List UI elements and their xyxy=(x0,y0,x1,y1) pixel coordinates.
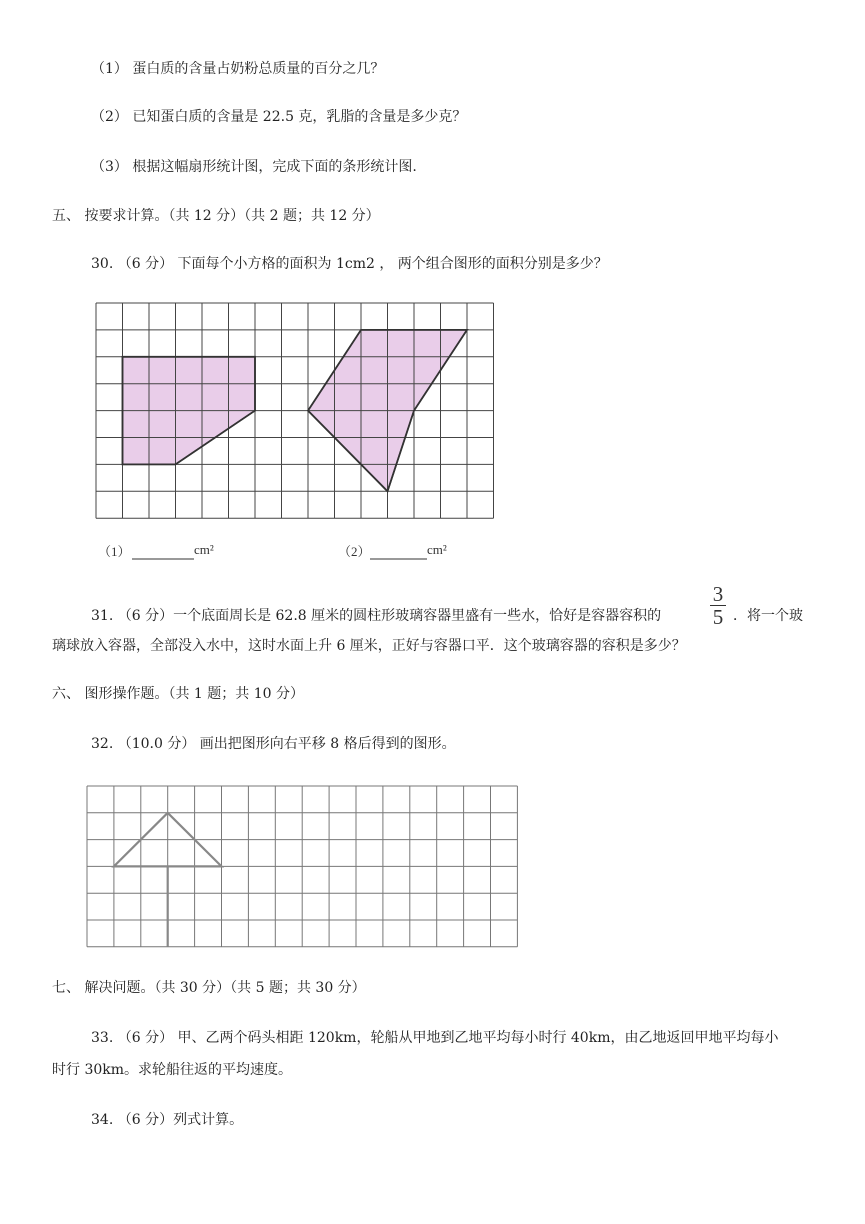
q31-line2: 璃球放入容器，全部没入水中，这时水面上升 6 厘米，正好与容器口平．这个玻璃容器的容积是多少？ xyxy=(52,638,686,654)
q30-unit2: cm² xyxy=(427,542,447,557)
section6-title: 六、 图形操作题。（共 1 题；共 10 分） xyxy=(52,686,304,702)
q30-unit1: cm² xyxy=(194,542,214,557)
q30-text: 30. （6 分） 下面每个小方格的面积为 1cm2 ， 两个组合图形的面积分别是多少？ xyxy=(91,256,608,272)
q30-blank1-label: （1） xyxy=(98,544,131,559)
q31-frac-denominator: 5 xyxy=(712,605,724,629)
q31-line1-a: 31. （6 分）一个底面周长是 62.8 厘米的圆柱形玻璃容器里盛有一些水，恰好是容器容积的 xyxy=(91,608,662,624)
q33-line1: 33. （6 分） 甲、乙两个码头相距 120km，轮船从甲地到乙地平均每小时行 40km，由乙地返回甲地平均每小 xyxy=(91,1030,779,1046)
q30-blank2-label: （2） xyxy=(338,544,371,559)
section5-title: 五、 按要求计算。（共 12 分）（共 2 题；共 12 分） xyxy=(52,208,380,224)
q29-sub2: （2） 已知蛋白质的含量是 22.5 克，乳脂的含量是多少克？ xyxy=(91,109,467,125)
q32-text: 32. （10.0 分） 画出把图形向右平移 8 格后得到的图形。 xyxy=(91,736,456,752)
q29-sub3: （3） 根据这幅扇形统计图，完成下面的条形统计图. xyxy=(91,159,417,175)
q33-line2: 时行 30km。求轮船往返的平均速度。 xyxy=(52,1062,293,1078)
q30-grid-figure xyxy=(90,300,510,570)
q34-text: 34. （6 分）列式计算。 xyxy=(91,1112,244,1128)
q31-line1-b: ．将一个玻 xyxy=(733,608,803,624)
q32-grid-figure xyxy=(85,784,525,954)
q31-frac-numerator: 3 xyxy=(712,582,724,606)
q31-fraction xyxy=(710,584,726,627)
q29-sub1: （1） 蛋白质的含量占奶粉总质量的百分之几？ xyxy=(91,61,385,77)
section7-title: 七、 解决问题。（共 30 分）（共 5 题；共 30 分） xyxy=(52,980,366,996)
